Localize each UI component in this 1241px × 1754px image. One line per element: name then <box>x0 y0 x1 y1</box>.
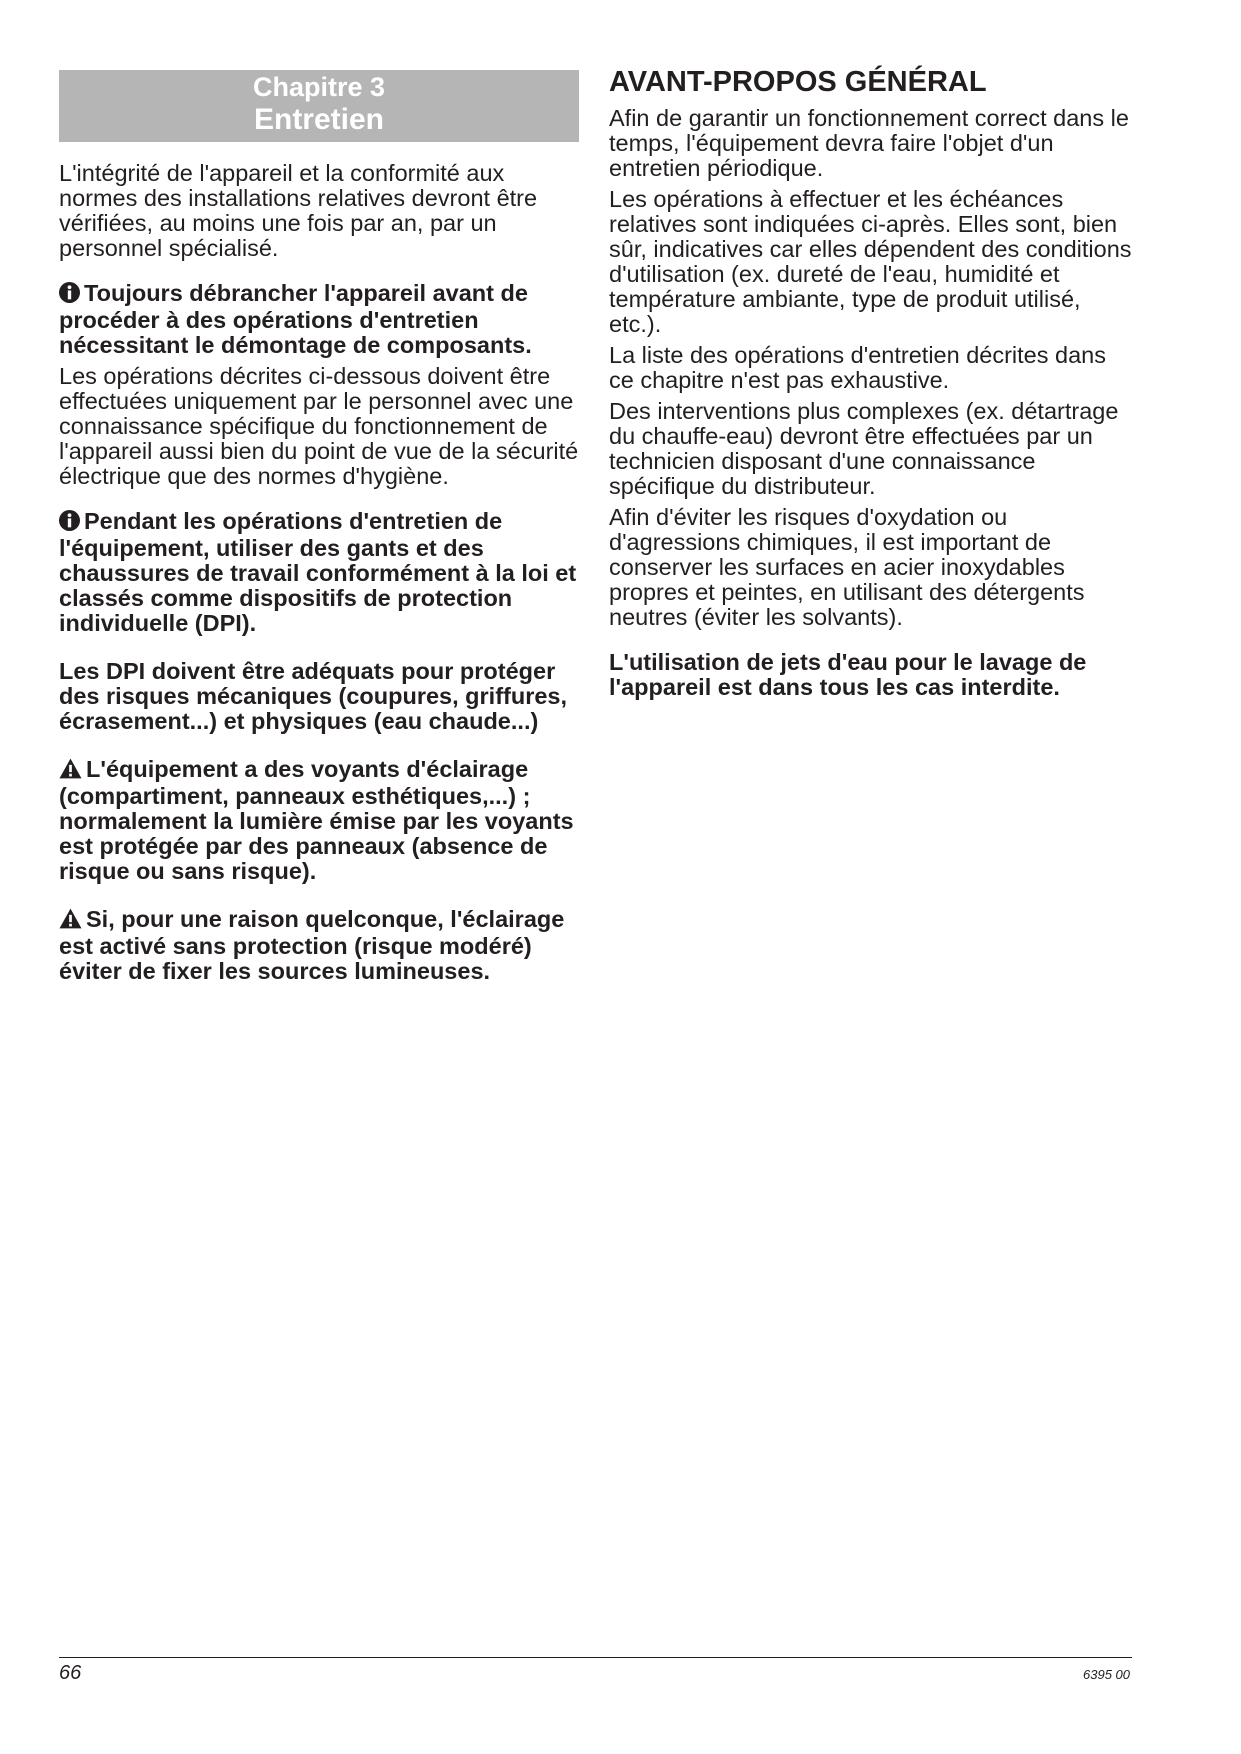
warning-no-protection <box>59 907 579 984</box>
footer-divider <box>59 1657 1132 1658</box>
foreword-paragraph-3: La liste des opérations d'entretien décrites dans ce chapitre n'est pas exhaustive. <box>609 342 1106 393</box>
warning-unplug <box>59 281 579 358</box>
warning-water-jets: L'utilisation de jets d'eau pour le lavage de l'appareil est dans tous les cas interdite. <box>609 649 1087 700</box>
intro-paragraph: L'intégrité de l'appareil et la conformité aux normes des installations relatives devront être vérifiées, au moins une fois par an, par un personnel spécialisé. <box>59 160 538 261</box>
info-circle-icon <box>59 282 80 308</box>
personnel-paragraph: Les opérations décrites ci-dessous doivent être effectuées uniquement par le personnel avec une connaissance spécifique du fonctionnement de l'appareil aussi bien du point de vue de la sécurité électrique que des normes d'hygiène. <box>59 363 579 489</box>
page-number: 66 <box>59 1662 82 1684</box>
dpi-paragraph: Les DPI doivent être adéquats pour protéger des risques mécaniques (coupures, griffures, écrasement...) et physiques (eau chaude...) <box>59 658 568 734</box>
warning-triangle-icon <box>59 758 82 784</box>
section-heading: AVANT-PROPOS GÉNÉRAL <box>609 66 987 98</box>
warning-triangle-icon <box>59 908 82 934</box>
warning-lights-text: L'équipement a des voyants d'éclairage (compartiment, panneaux esthétiques,...) ; normalement la lumière émise par les voyants est protégée par des panneaux (absence de risque ou sans risque). <box>59 756 574 884</box>
left-column <box>59 70 579 984</box>
warning-no-protection-text: Si, pour une raison quelconque, l'éclairage est activé sans protection (risque modéré) éviter de fixer les sources lumineuses. <box>59 906 565 984</box>
warning-unplug-text: Toujours débrancher l'appareil avant de procéder à des opérations d'entretien nécessitant le démontage de composants. <box>59 280 532 358</box>
document-code: 6395 00 <box>1083 1667 1130 1682</box>
chapter-number: Chapitre 3 <box>252 72 386 102</box>
foreword-paragraph-5: Afin d'éviter les risques d'oxydation ou d'agressions chimiques, il est important de conserver les surfaces en acier inoxydables propres et peintes, en utilisant des détergents neutres (éviter les solvants). <box>609 504 1085 630</box>
warning-gloves-text: Pendant les opérations d'entretien de l'équipement, utiliser des gants et des chaussures de travail conformément à la loi et classés comme dispositifs de protection individuelle (DPI). <box>59 508 577 636</box>
info-circle-icon <box>59 510 80 536</box>
warning-gloves <box>59 509 579 636</box>
right-column <box>609 64 1134 700</box>
chapter-banner <box>59 70 579 142</box>
foreword-paragraph-1: Afin de garantir un fonctionnement correct dans le temps, l'équipement devra faire l'objet d'un entretien périodique. <box>609 105 1129 181</box>
foreword-paragraph-4: Des interventions plus complexes (ex. détartrage du chauffe-eau) devront être effectuées par un technicien disposant d'une connaissance spécifique du distributeur. <box>609 398 1119 499</box>
chapter-title: Entretien <box>253 103 385 136</box>
foreword-paragraph-2: Les opérations à effectuer et les échéances relatives sont indiquées ci-après. Elles sont, bien sûr, indicatives car elles dépendent des conditions d'utilisation (ex. dureté de l'eau, humidité et température ambiante, type de produit utilisé, etc.). <box>609 186 1132 337</box>
warning-lights <box>59 757 579 884</box>
